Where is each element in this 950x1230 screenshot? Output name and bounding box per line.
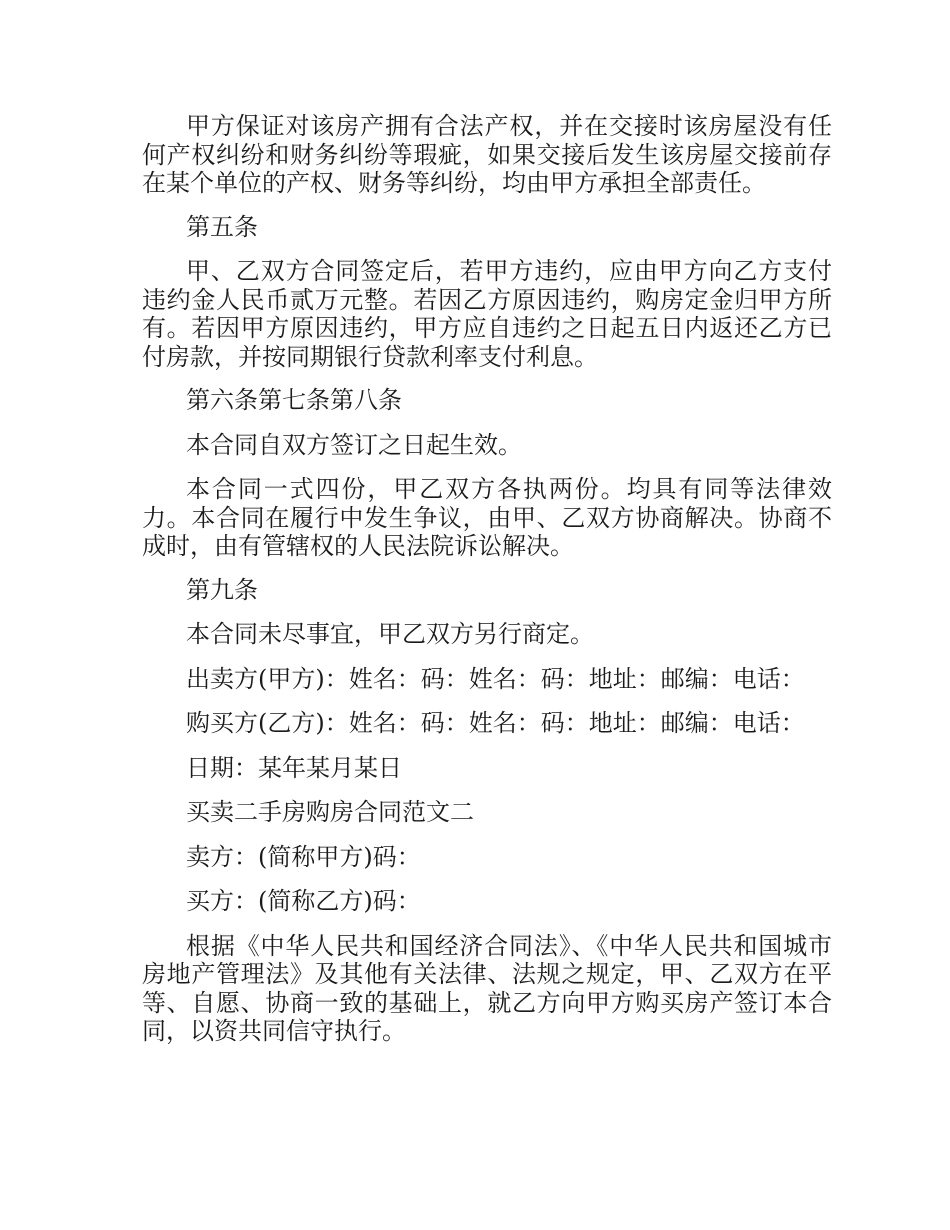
heading-article-5: 第五条 (186, 212, 258, 241)
paragraph-seller-label: 卖方：(简称甲方)码： (186, 842, 421, 871)
heading-sample-two: 买卖二手房购房合同范文二 (186, 798, 474, 826)
paragraph-other-matters: 本合同未尽事宜，甲乙双方另行商定。 (186, 620, 594, 648)
paragraph-seller-warranty: 甲方保证对该房产拥有合法产权，并在交接时该房屋没有任何产权纠纷和财务纠纷等瑕疵，如果交接后发生该房屋交接前存在某个单位的产权、财务等纠纷，均由甲方承担全部责任。 (142, 112, 832, 197)
paragraph-effective-date: 本合同自双方签订之日起生效。 (186, 430, 522, 459)
paragraph-buyer-label: 买方：(简称乙方)码： (186, 887, 421, 915)
heading-articles-6-7-8: 第六条第七条第八条 (186, 386, 402, 414)
paragraph-buyer-info: 购买方(乙方)：姓名：码：姓名：码：地址：邮编：电话： (186, 709, 805, 737)
paragraph-date: 日期：某年某月某日 (186, 753, 402, 782)
paragraph-seller-info: 出卖方(甲方)：姓名：码：姓名：码：地址：邮编：电话： (186, 664, 805, 693)
paragraph-copies-disputes: 本合同一式四份，甲乙双方各执两份。均具有同等法律效力。本合同在履行中发生争议，由甲、乙双方协商解决。协商不成时，由有管辖权的人民法院诉讼解决。 (142, 475, 832, 560)
paragraph-legal-basis: 根据《中华人民共和国经济合同法》、《中华人民共和国城市房地产管理法》及其他有关法律、法规之规定，甲、乙双方在平等、自愿、协商一致的基础上，就乙方向甲方购买房产签订本合同，以资共同信守执行。 (142, 931, 832, 1045)
document-page (142, 112, 832, 1061)
heading-article-9: 第九条 (186, 575, 258, 604)
paragraph-breach-penalty: 甲、乙双方合同签定后，若甲方违约，应由甲方向乙方支付违约金人民币贰万元整。若因乙方原因违约，购房定金归甲方所有。若因甲方原因违约，甲方应自违约之日起五日内返还乙方已付房款，并按同期银行贷款利率支付利息。 (142, 257, 832, 371)
